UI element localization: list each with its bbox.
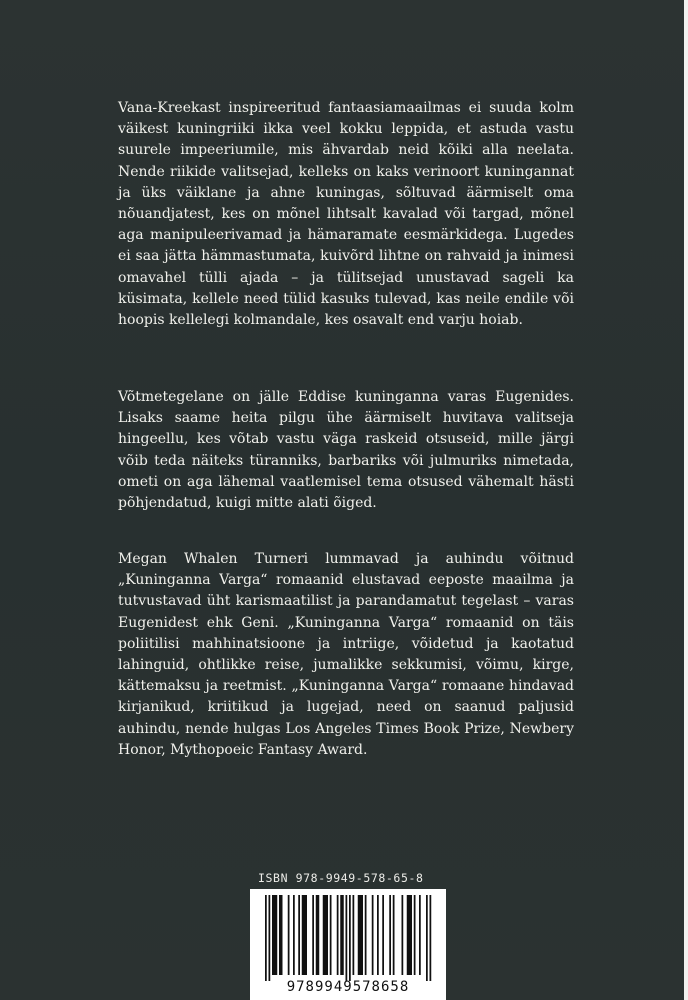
barcode-bar-21 (382, 895, 384, 975)
barcode-bar-10 (323, 895, 328, 975)
blurb-paragraph-3: Megan Whalen Turneri lummavad ja auhindu võitnud „Kuninganna Varga“ romaanid elustavad eeposte maailma ja tutvustavad üht karismaatilist ja parandamatut tegelast – varas Eugenidest ehk Geni. „Kuninganna Varga“ romaanid on täis poliitilisi mahhinatsioone ja intriige, võidetud ja kaotatud lahinguid, ohtlikke reise, jumalikke sekkumisi, võimu, kirge, kättemaksu ja reetmist. „Kuninganna Varga“ romaane hindavad kirjanikud, kriitikud ja lugejad, need on saanud paljusid auhindu, nende hulgas Los Angeles Times Book Prize, Newbery Honor, Mythopoeic Fantasy Award. (118, 551, 574, 758)
barcode-bar-14 (346, 895, 348, 981)
barcode-bar-17 (358, 895, 363, 975)
barcode-bar-8 (312, 895, 314, 975)
barcode (250, 889, 446, 1000)
barcode-bar-0 (265, 895, 267, 981)
barcode-bar-25 (407, 895, 412, 975)
isbn-label: ISBN 978-9949-578-65-8 (258, 871, 424, 885)
barcode-bar-6 (298, 895, 300, 975)
barcode-bar-28 (426, 895, 428, 981)
barcode-bar-2 (272, 895, 277, 975)
barcode-bar-12 (337, 895, 339, 975)
barcode-bar-29 (430, 895, 432, 981)
barcode-bar-26 (414, 895, 416, 975)
barcode-bar-15 (349, 895, 351, 981)
barcode-bar-23 (393, 895, 395, 975)
barcode-bar-18 (365, 895, 367, 975)
barcode-bar-1 (269, 895, 271, 981)
barcode-bar-24 (402, 895, 404, 975)
barcode-bar-16 (353, 895, 355, 975)
barcode-bar-4 (288, 895, 290, 975)
barcode-bar-9 (316, 895, 320, 975)
barcode-bar-20 (377, 895, 379, 975)
barcode-bar-22 (389, 895, 391, 975)
blurb-paragraph-2: Võtmetegelane on jälle Eddise kuninganna varas Eugenides. Lisaks saame heita pilgu ühe äärmiselt huvitava valitseja hingeellu, kes võtab vastu väga raskeid otsuseid, mille järgi võib teda näiteks türanniks, barbariks või julmuriks nimetada, ometi on aga lähemal vaatlemisel tema otsused vähemalt hästi põhjendatud, kuigi mitte alati õiged. (118, 389, 574, 512)
barcode-bar-19 (372, 895, 374, 975)
barcode-bar-13 (340, 895, 344, 975)
barcode-bar-11 (330, 895, 332, 975)
blurb-paragraph-1: Vana-Kreekast inspireeritud fantaasiamaailmas ei suuda kolm väikest kuningriiki ikka veel kokku leppida, et astuda vastu suurele impeeriumile, mis ähvardab neid kõiki alla neelata. Nende riikide valitsejad, kelleks on kaks verinoort kuningannat ja üks väiklane ja ahne kuningas, sõltuvad äärmiselt oma nõuandjatest, kes on mõnel lihtsalt kavalad või targad, mõnel aga manipuleerivamad ja hämaramate eesmärkidega. Lugedes ei saa jätta hämmastumata, kuivõrd lihtne on rahvaid ja inimesi omavahel tülli ajada – ja tülitsejad unustavad sageli ka küsimata, kellele need tülid kasuks tulevad, kas neile endile või hoopis kellelegi kolmandale, kes osavalt end varju hoiab. (118, 100, 574, 329)
barcode-number: 9789949578658 (286, 979, 410, 995)
barcode-bar-5 (293, 895, 295, 975)
barcode-bar-27 (419, 895, 421, 975)
barcode-bar-3 (279, 895, 283, 975)
barcode-bar-7 (302, 895, 307, 975)
